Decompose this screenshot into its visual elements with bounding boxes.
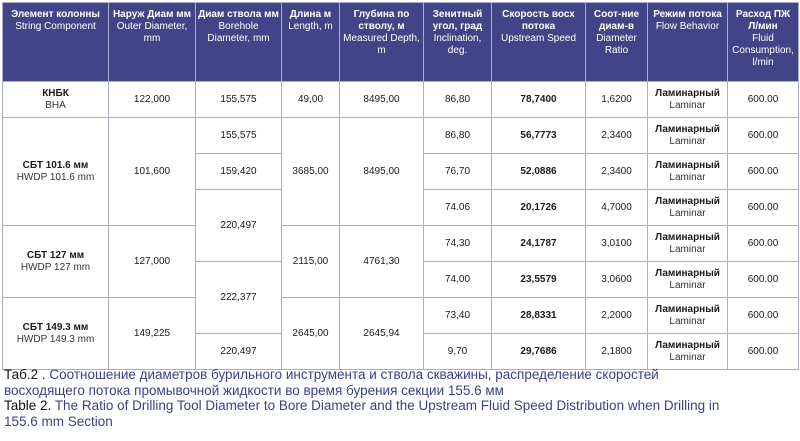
flow-behavior-cell: Ламинарный Laminar <box>648 298 728 334</box>
upstream-speed-cell: 29,7686 <box>492 334 586 370</box>
fluid-consumption-cell: 600.00 <box>728 154 799 190</box>
header-upstream-speed: Скорость восх потока Upstream Speed <box>492 3 586 82</box>
upstream-speed-cell: 23,5579 <box>492 262 586 298</box>
inclination-cell: 74,00 <box>424 262 492 298</box>
component-sbt-101: СБТ 101.6 мм HWDP 101.6 mm <box>3 118 109 226</box>
diameter-ratio-cell: 1,6200 <box>586 82 648 118</box>
flow-behavior-cell: Ламинарный Laminar <box>648 226 728 262</box>
flow-behavior-cell: Ламинарный Laminar <box>648 262 728 298</box>
diameter-ratio-cell: 3,0100 <box>586 226 648 262</box>
outer-diameter-sbt-101: 101,600 <box>109 118 196 226</box>
fluid-consumption-cell: 600.00 <box>728 82 799 118</box>
depth-sbt-101: 8495,00 <box>340 118 424 226</box>
header-measured-depth: Глубина по стволу, м Measured Depth, m <box>340 3 424 82</box>
fluid-consumption-cell: 600.00 <box>728 298 799 334</box>
table-row <box>3 118 799 154</box>
depth-sbt-127: 4761,30 <box>340 226 424 298</box>
upstream-speed-cell: 28,8331 <box>492 298 586 334</box>
caption-en-text-1: The Ratio of Drilling Tool Diameter to Bore Diameter and the Upstream Fluid Speed Distribution when Drilling in <box>54 398 720 413</box>
caption-ru-label: Таб.2 . <box>4 367 46 382</box>
header-borehole-diameter: Диам ствола мм Borehole Diameter, mm <box>196 3 282 82</box>
borehole-diameter-cell: 220,497 <box>196 190 282 262</box>
borehole-diameter-cell: 155,575 <box>196 118 282 154</box>
upstream-speed-cell: 52,0886 <box>492 154 586 190</box>
length-sbt-101: 3685,00 <box>282 118 340 226</box>
caption-en-label: Table 2. <box>4 398 52 413</box>
inclination-cell: 74,30 <box>424 226 492 262</box>
length-sbt-149: 2645,00 <box>282 298 340 370</box>
component-bha: КНБК BHA <box>3 82 109 118</box>
data-table <box>2 2 799 370</box>
header-diameter-ratio: Соот-ние диам-в Diameter Ratio <box>586 3 648 82</box>
table-caption <box>4 367 796 429</box>
upstream-speed-cell: 56,7773 <box>492 118 586 154</box>
caption-ru-line-1 <box>4 367 796 383</box>
depth-sbt-149: 2645,94 <box>340 298 424 370</box>
caption-en-text-2: 155.6 mm Section <box>4 413 113 429</box>
header-inclination: Зенитный угол, град Inclination, deg. <box>424 3 492 82</box>
outer-diameter-bha: 122,000 <box>109 82 196 118</box>
fluid-consumption-cell: 600.00 <box>728 118 799 154</box>
borehole-diameter-cell: 220,497 <box>196 334 282 370</box>
fluid-consumption-cell: 600.00 <box>728 226 799 262</box>
inclination-cell: 73,40 <box>424 298 492 334</box>
outer-diameter-sbt-149: 149,225 <box>109 298 196 370</box>
flow-behavior-cell: Ламинарный Laminar <box>648 118 728 154</box>
borehole-diameter-cell: 222,377 <box>196 262 282 334</box>
length-bha: 49,00 <box>282 82 340 118</box>
borehole-diameter-cell: 159,420 <box>196 154 282 190</box>
upstream-speed-cell: 20,1726 <box>492 190 586 226</box>
flow-behavior-cell: Ламинарный Laminar <box>648 190 728 226</box>
inclination-cell: 86,80 <box>424 118 492 154</box>
diameter-ratio-cell: 2,1800 <box>586 334 648 370</box>
fluid-consumption-cell: 600.00 <box>728 190 799 226</box>
fluid-consumption-cell: 600.00 <box>728 334 799 370</box>
outer-diameter-sbt-127: 127,000 <box>109 226 196 298</box>
diameter-ratio-cell: 2,3400 <box>586 154 648 190</box>
header-outer-diameter: Наруж Диам мм Outer Diameter, mm <box>109 3 196 82</box>
component-sbt-149: СБТ 149.3 мм HWDP 149.3 mm <box>3 298 109 370</box>
flow-behavior-cell: Ламинарный Laminar <box>648 334 728 370</box>
inclination-cell: 86,80 <box>424 82 492 118</box>
caption-ru-text-1: Соотношение диаметров бурильного инструмента и ствола скважины, распределение скоростей <box>49 367 659 382</box>
diameter-ratio-cell: 4,7000 <box>586 190 648 226</box>
diameter-ratio-cell: 2,3400 <box>586 118 648 154</box>
table-row <box>3 82 799 118</box>
inclination-cell: 76,70 <box>424 154 492 190</box>
flow-behavior-cell: Ламинарный Laminar <box>648 154 728 190</box>
diameter-ratio-cell: 2,2000 <box>586 298 648 334</box>
flow-behavior-cell: Ламинарный Laminar <box>648 82 728 118</box>
inclination-cell: 74.06 <box>424 190 492 226</box>
depth-bha: 8495,00 <box>340 82 424 118</box>
borehole-diameter-cell: 155,575 <box>196 82 282 118</box>
upstream-speed-cell: 78,7400 <box>492 82 586 118</box>
caption-ru-text-2: восходящего потока промывочной жидкости во время бурения секции 155.6 мм <box>4 382 504 398</box>
table-row <box>3 298 799 334</box>
header-flow-behavior: Режим потока Flow Behavior <box>648 3 728 82</box>
upstream-speed-cell: 24,1787 <box>492 226 586 262</box>
table-row <box>3 226 799 262</box>
length-sbt-127: 2115,00 <box>282 226 340 298</box>
header-row <box>3 3 799 82</box>
header-length: Длина м Length, m <box>282 3 340 82</box>
diameter-ratio-cell: 3,0600 <box>586 262 648 298</box>
component-sbt-127: СБТ 127 мм HWDP 127 mm <box>3 226 109 298</box>
header-fluid-consumption: Расход ПЖ Л/мин Fluid Consumption, l/min <box>728 3 799 82</box>
fluid-consumption-cell: 600.00 <box>728 262 799 298</box>
header-component: Элемент колонны String Component <box>3 3 109 82</box>
inclination-cell: 9,70 <box>424 334 492 370</box>
caption-en-line-1 <box>4 398 796 414</box>
